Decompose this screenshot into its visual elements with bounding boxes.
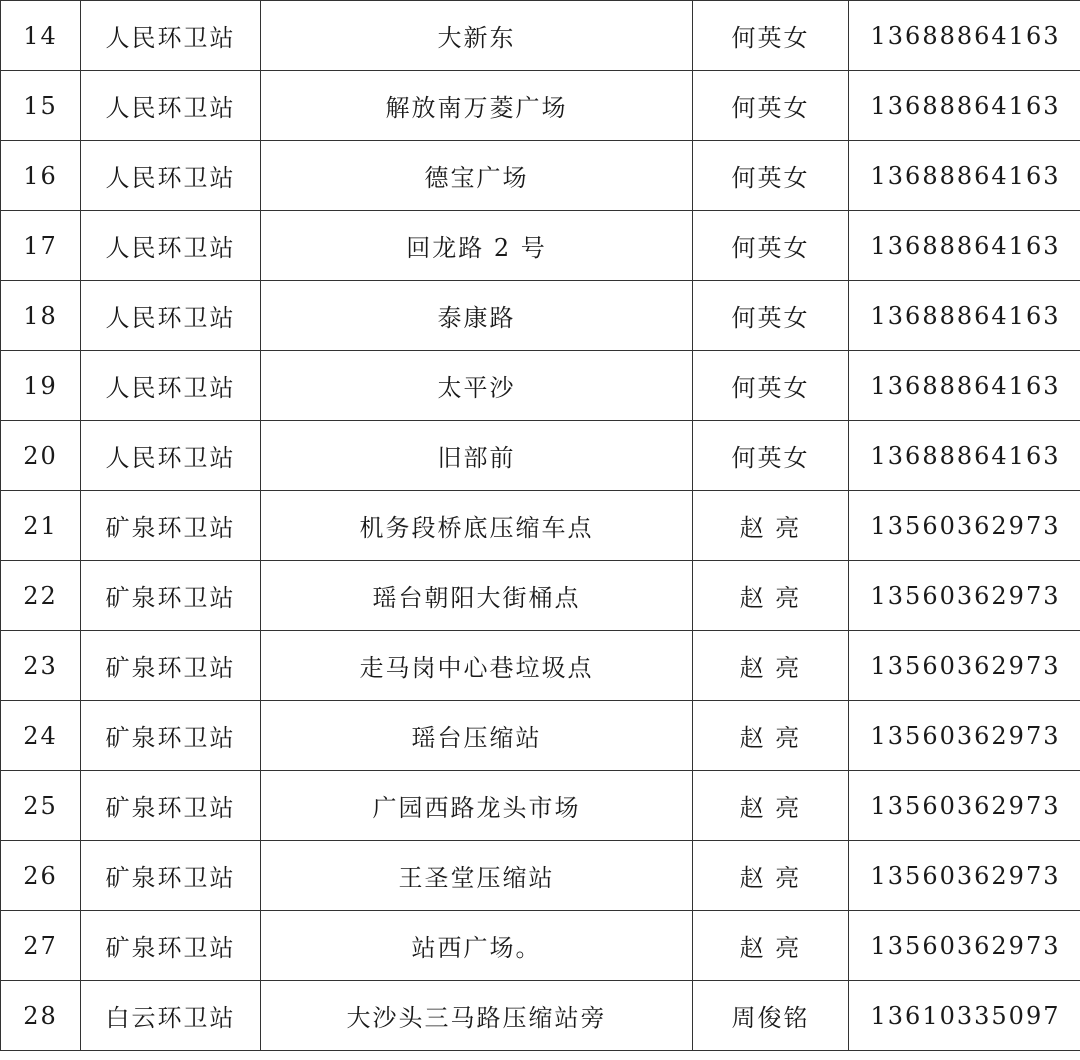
station-name: 矿泉环卫站: [81, 911, 261, 981]
contact-person: 赵 亮: [693, 631, 849, 701]
row-number: 22: [1, 561, 81, 631]
phone-number: 13560362973: [849, 491, 1080, 561]
contact-person: 赵 亮: [693, 701, 849, 771]
row-number: 24: [1, 701, 81, 771]
contact-person: 何英女: [693, 141, 849, 211]
location-name: 旧部前: [261, 421, 693, 491]
station-name: 矿泉环卫站: [81, 701, 261, 771]
row-number: 15: [1, 71, 81, 141]
table-row: [1, 71, 1080, 141]
contact-person: 赵 亮: [693, 491, 849, 561]
phone-number: 13688864163: [849, 351, 1080, 421]
station-name: 矿泉环卫站: [81, 631, 261, 701]
row-number: 18: [1, 281, 81, 351]
phone-number: 13560362973: [849, 841, 1080, 911]
station-name: 矿泉环卫站: [81, 841, 261, 911]
row-number: 23: [1, 631, 81, 701]
table-row: [1, 631, 1080, 701]
table-row: [1, 491, 1080, 561]
phone-number: 13688864163: [849, 281, 1080, 351]
location-name: 王圣堂压缩站: [261, 841, 693, 911]
table-row: [1, 771, 1080, 841]
phone-number: 13688864163: [849, 71, 1080, 141]
table-row: [1, 841, 1080, 911]
table-row: [1, 911, 1080, 981]
row-number: 21: [1, 491, 81, 561]
table-row: [1, 141, 1080, 211]
contact-person: 何英女: [693, 211, 849, 281]
table-row: [1, 351, 1080, 421]
location-name: 德宝广场: [261, 141, 693, 211]
contact-person: 赵 亮: [693, 771, 849, 841]
station-name: 人民环卫站: [81, 351, 261, 421]
phone-number: 13560362973: [849, 701, 1080, 771]
table-row: [1, 281, 1080, 351]
station-name: 白云环卫站: [81, 981, 261, 1051]
location-name: 机务段桥底压缩车点: [261, 491, 693, 561]
phone-number: 13560362973: [849, 911, 1080, 981]
table-row: [1, 981, 1080, 1051]
contact-person: 何英女: [693, 281, 849, 351]
contact-person: 何英女: [693, 1, 849, 71]
table-body: [1, 1, 1080, 1051]
row-number: 25: [1, 771, 81, 841]
contact-person: 赵 亮: [693, 841, 849, 911]
row-number: 16: [1, 141, 81, 211]
table-row: [1, 561, 1080, 631]
station-name: 人民环卫站: [81, 211, 261, 281]
table-row: [1, 421, 1080, 491]
table-row: [1, 211, 1080, 281]
location-name: 解放南万菱广场: [261, 71, 693, 141]
contact-person: 何英女: [693, 71, 849, 141]
row-number: 17: [1, 211, 81, 281]
location-name: 瑶台朝阳大街桶点: [261, 561, 693, 631]
station-name: 矿泉环卫站: [81, 771, 261, 841]
station-name: 人民环卫站: [81, 71, 261, 141]
location-name: 大新东: [261, 1, 693, 71]
station-name: 人民环卫站: [81, 1, 261, 71]
phone-number: 13688864163: [849, 211, 1080, 281]
location-name: 广园西路龙头市场: [261, 771, 693, 841]
location-name: 泰康路: [261, 281, 693, 351]
location-name: 走马岗中心巷垃圾点: [261, 631, 693, 701]
contact-person: 何英女: [693, 421, 849, 491]
location-name: 太平沙: [261, 351, 693, 421]
contact-person: 周俊铭: [693, 981, 849, 1051]
contact-person: 赵 亮: [693, 561, 849, 631]
row-number: 28: [1, 981, 81, 1051]
row-number: 14: [1, 1, 81, 71]
phone-number: 13560362973: [849, 771, 1080, 841]
phone-number: 13560362973: [849, 631, 1080, 701]
location-name: 回龙路 2 号: [261, 211, 693, 281]
phone-number: 13560362973: [849, 561, 1080, 631]
phone-number: 13610335097: [849, 981, 1080, 1051]
row-number: 19: [1, 351, 81, 421]
station-name: 矿泉环卫站: [81, 491, 261, 561]
phone-number: 13688864163: [849, 421, 1080, 491]
row-number: 27: [1, 911, 81, 981]
station-name: 矿泉环卫站: [81, 561, 261, 631]
station-name: 人民环卫站: [81, 141, 261, 211]
table-row: [1, 1, 1080, 71]
station-name: 人民环卫站: [81, 281, 261, 351]
phone-number: 13688864163: [849, 1, 1080, 71]
station-name: 人民环卫站: [81, 421, 261, 491]
location-name: 瑶台压缩站: [261, 701, 693, 771]
row-number: 26: [1, 841, 81, 911]
location-name: 站西广场。: [261, 911, 693, 981]
row-number: 20: [1, 421, 81, 491]
contact-person: 赵 亮: [693, 911, 849, 981]
contact-person: 何英女: [693, 351, 849, 421]
phone-number: 13688864163: [849, 141, 1080, 211]
table-row: [1, 701, 1080, 771]
location-name: 大沙头三马路压缩站旁: [261, 981, 693, 1051]
